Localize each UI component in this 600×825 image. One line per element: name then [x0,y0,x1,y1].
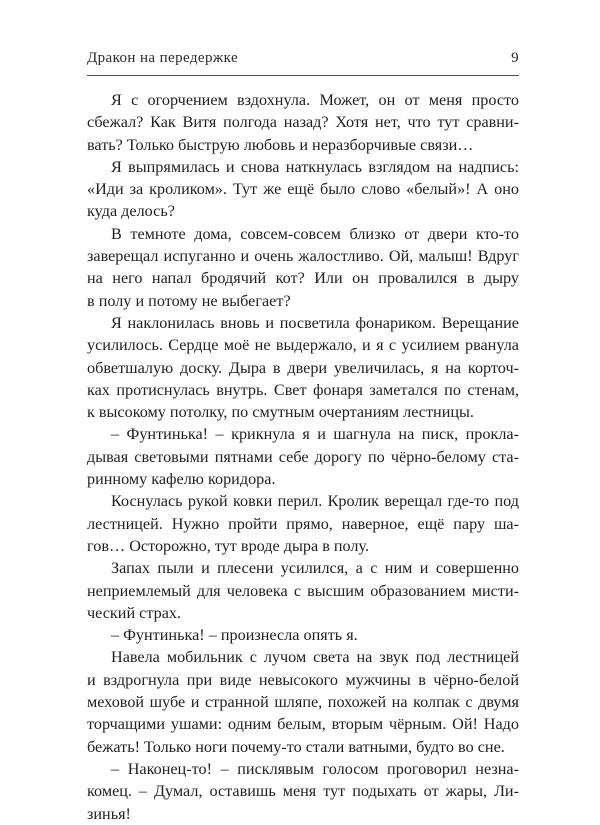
text-line: – Наконец-то! – писклявым голосом проговорил незна- [111,759,519,778]
paragraph [87,624,519,646]
text-line: ринному кафелю коридора. [87,470,276,489]
paragraph [87,758,519,825]
book-title: Дракон на передержке [87,50,238,66]
text-line: сбежал? Как Витя полгода назад? Хотя нет, что тут сравни- [87,113,519,132]
text-line: усилилось. Сердце моё не выдержало, и я с усилием рванула [87,336,519,355]
paragraph [87,223,519,312]
paragraph [87,312,519,423]
text-line: вать? Только быструю любовь и неразборчивые связи… [87,135,474,154]
paragraph [87,423,519,490]
text-line: в полу и потому не выбегает? [87,291,291,310]
text-line: зинья! [87,804,131,823]
text-line: лестницей. Нужно пройти прямо, наверное, ещё пару ша- [87,514,519,533]
text-line: Коснулась рукой ковки перил. Кролик верещал где-то под [111,492,519,511]
text-line: неприемлемый для человека с высшим образованием мисти- [87,581,519,600]
text-line: меховой шубе и странной шляпе, похожей на колпак с двумя [87,693,519,712]
text-line: заверещал испуганно и очень жалостливо. Ой, малыш! Вдруг [87,247,519,266]
paragraph [87,646,519,757]
text-line: ках протиснулась внутрь. Свет фонаря заметался по стенам, [87,380,519,399]
text-line: бежать! Только ноги почему-то стали ватными, будто во сне. [87,737,505,756]
text-line: дывая световыми пятнами себе дорогу по чёрно-белому ста- [87,447,519,466]
paragraph [87,156,519,223]
text-line: гов… Осторожно, тут вроде дыра в полу. [87,536,370,555]
text-line: Навела мобильник с лучом света на звук под лестницей [111,648,519,667]
paragraph [87,490,519,557]
paragraph [87,89,519,156]
page-number: 9 [511,50,519,66]
text-line: и вздрогнула при виде невысокого мужчины в чёрно-белой [87,670,519,689]
body-text [87,89,519,825]
text-line: «Иди за кроликом». Тут же ещё было слово «белый»! А оно [87,180,519,199]
text-line: – Фунтинька! – крикнула я и шагнула на писк, прокла- [111,425,519,444]
text-line: торчащими ушами: одним белым, вторым чёрным. Ой! Надо [87,715,519,734]
text-line: ческий страх. [87,603,182,622]
text-line: Я выпрямилась и снова наткнулась взглядом на надпись: [111,157,519,176]
text-line: Я наклонилась вновь и посветила фонариком. Верещание [111,313,519,332]
text-line: на него напал бродячий кот? Или он провалился в дыру [87,269,519,288]
text-line: куда делось? [87,202,175,221]
text-line: Запах пыли и плесени усилился, а с ним и совершенно [111,559,519,578]
text-line: комец. – Думал, оставишь меня тут подыхать от жары, Ли- [87,782,519,801]
paragraph [87,557,519,624]
header-divider [87,75,519,76]
text-line: В темноте дома, совсем-совсем близко от двери кто-то [111,224,519,243]
text-line: Я с огорчением вздохнула. Может, он от меня просто [111,91,519,109]
text-line: – Фунтинька! – произнесла опять я. [111,626,358,645]
running-header [87,50,519,72]
text-line: к высокому потолку, по смутным очертаниям лестницы. [87,403,474,422]
text-line: обветшалую доску. Дыра в двери увеличилась, я на корточ- [87,358,519,377]
